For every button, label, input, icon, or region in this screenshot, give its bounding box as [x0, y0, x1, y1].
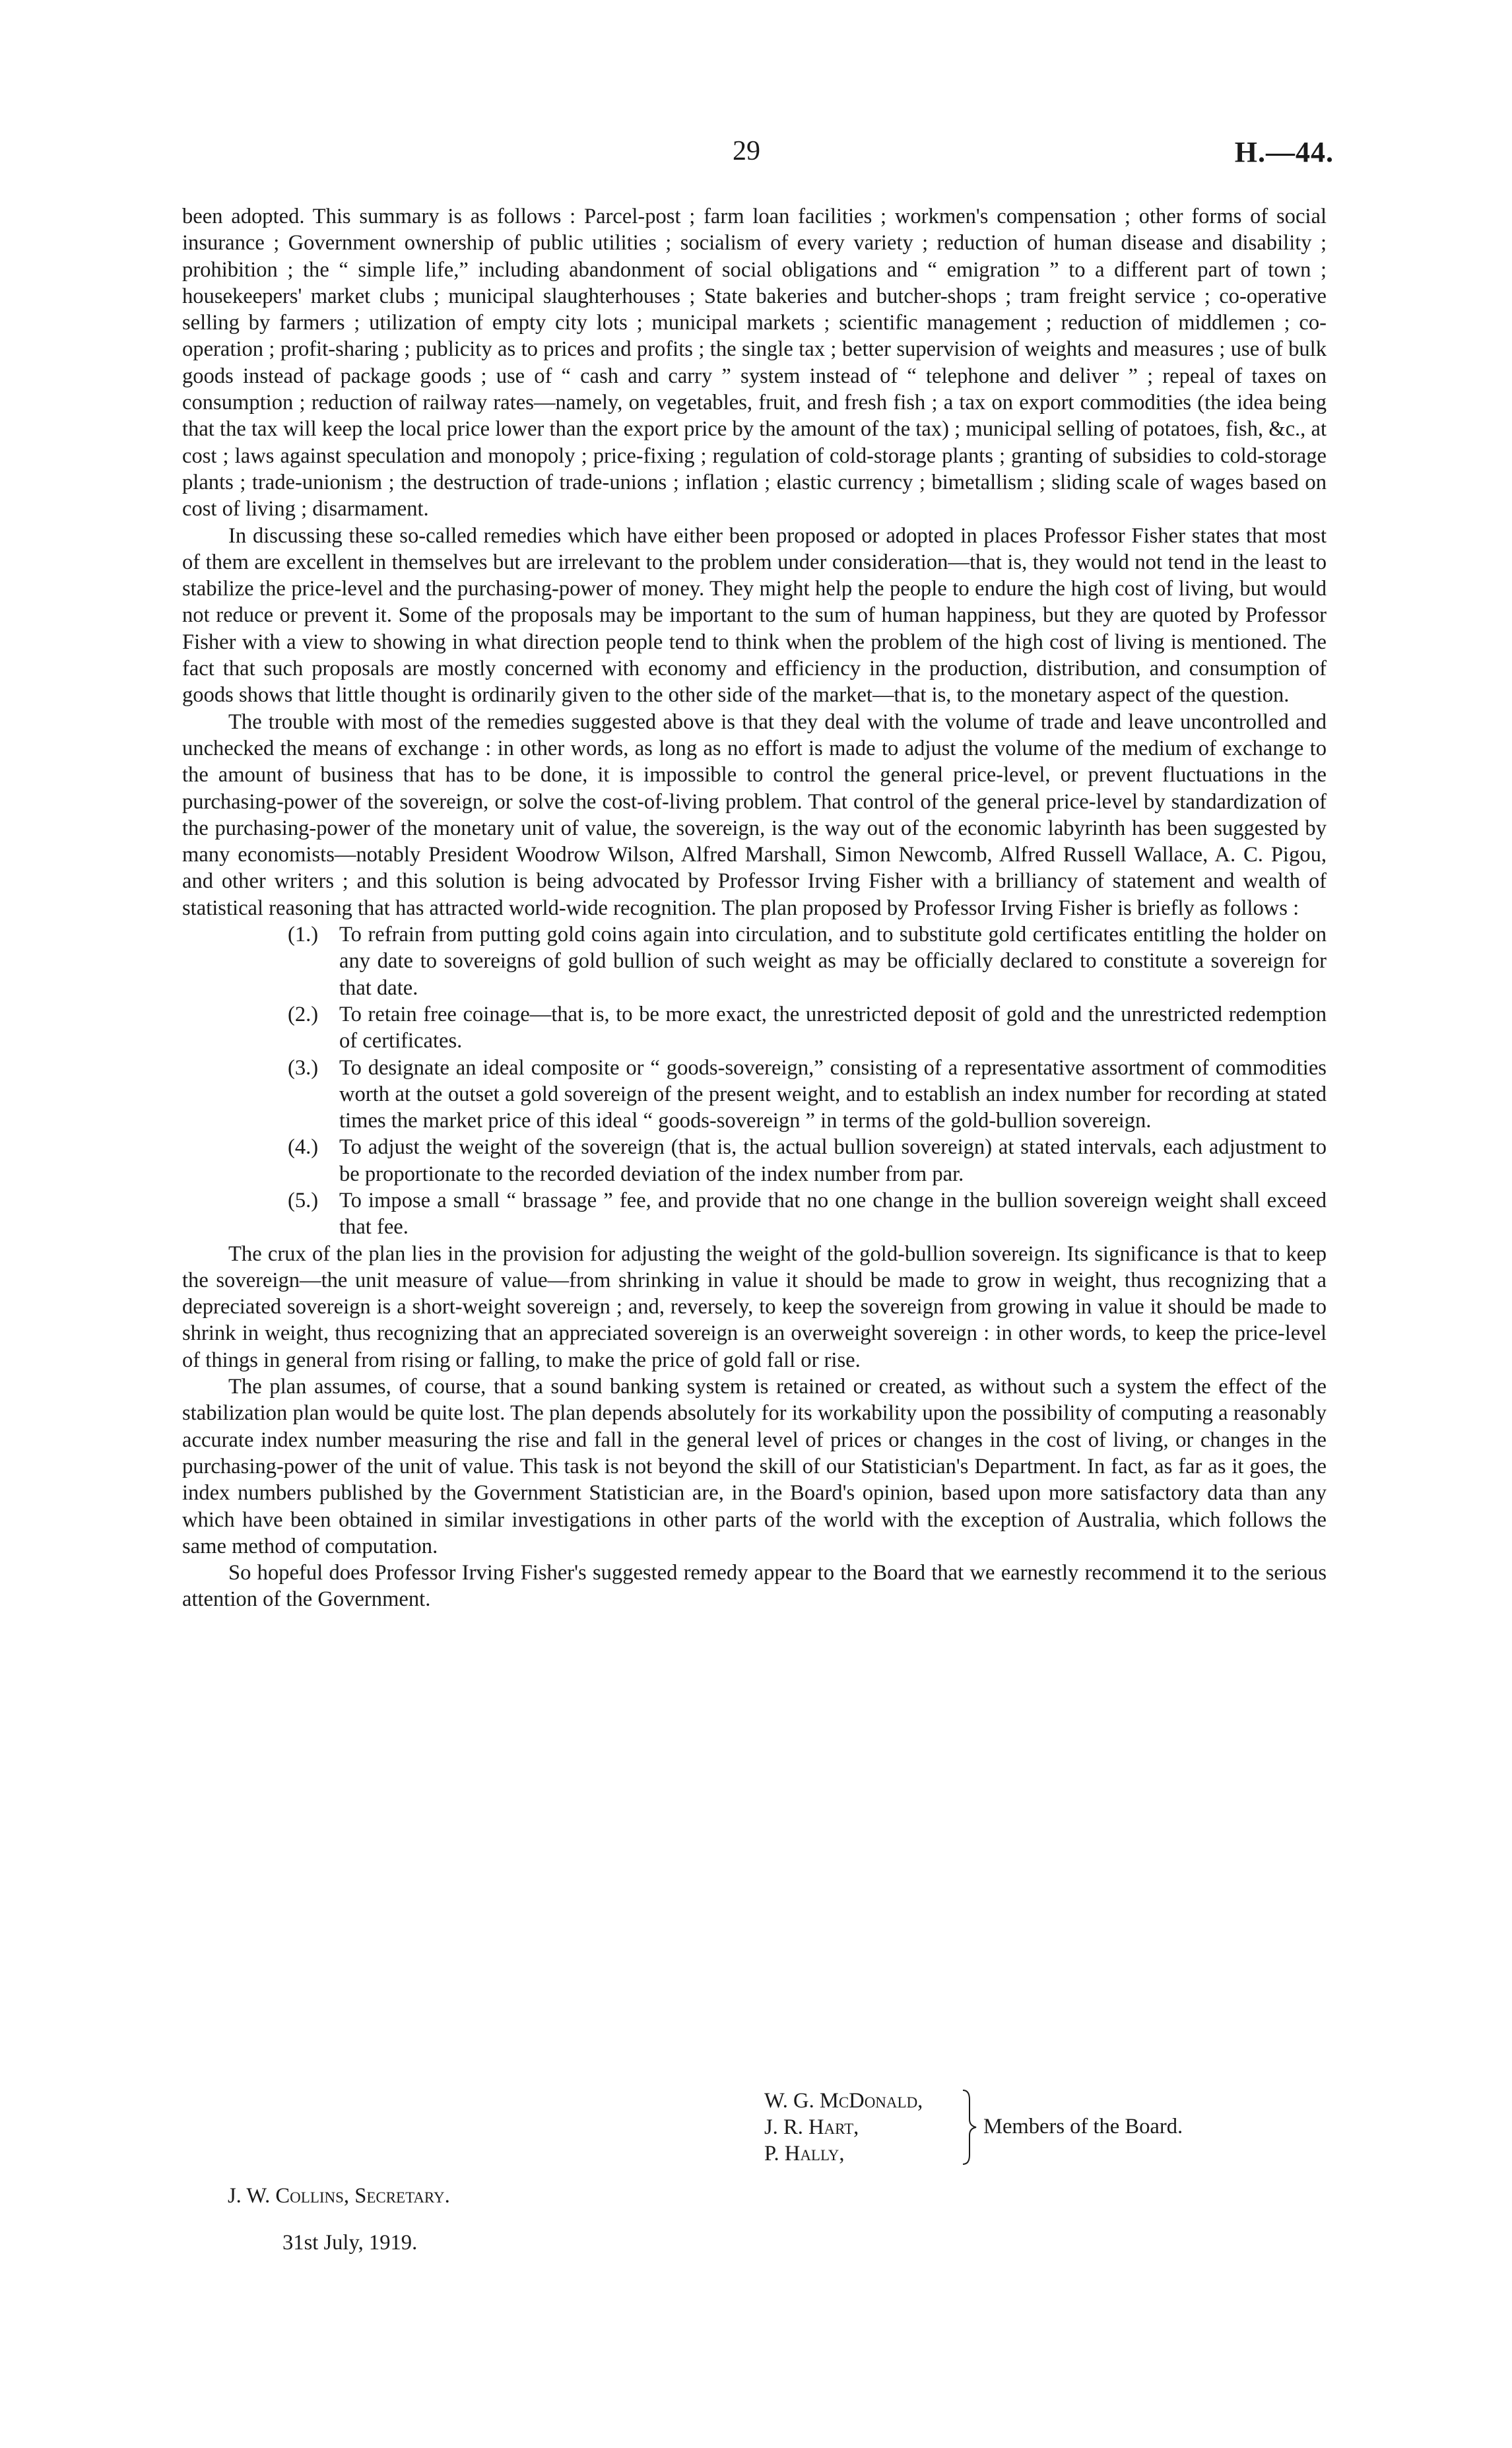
board-signatures — [764, 2088, 923, 2167]
plan-item — [288, 1134, 1327, 1187]
signatory-name: J. R. Hart, — [764, 2115, 859, 2139]
plan-item-number: (2.) — [288, 1002, 319, 1026]
members-label: Members of the Board. — [983, 2115, 1183, 2138]
secretary-line: J. W. Collins, Secretary. — [228, 2184, 450, 2208]
plan-item-text: To retain free coinage—that is, to be more exact, the unrestricted deposit of gold and the unrestricted redemption of certificates. — [339, 1002, 1327, 1053]
plan-item — [288, 1055, 1327, 1135]
fisher-discussion-paragraph: In discussing these so-called remedies which have either been proposed or adopted in places Professor Fisher states that most of them are excellent in themselves but are irrelevant to the problem under consideration—that is, they would not tend in the least to stabilize the price-level and the purchasing-power of money. They might help the people to endure the high cost of living, but would not reduce or prevent it. Some of the proposals may be important to the sum of human happiness, but they are quoted by Professor Fisher with a view to showing in what direction people tend to think when the problem of the high cost of living is mentioned. The fact that such proposals are mostly concerned with economy and efficiency in the production, distribution, and consumption of goods shows that little thought is ordinarily given to the other side of the market—that is, to the monetary aspect of the question. — [182, 523, 1327, 708]
recommendation-paragraph: So hopeful does Professor Irving Fisher's suggested remedy appear to the Board that we earnestly recommend it to the serious attention of the Government. — [182, 1561, 1327, 1612]
plan-item-number: (3.) — [288, 1055, 319, 1080]
plan-crux-paragraph: The crux of the plan lies in the provision for adjusting the weight of the gold-bullion sovereign. Its significance is that to keep the sovereign—the unit measure of value—from shrinking in value it should be made to grow in weight, thus recognizing that a depreciated sovereign is a short-weight sovereign ; and, reversely, to keep the sovereign from growing in value it should be made to shrink in weight, thus recognizing that an appreciated sovereign is an overweight sovereign : in other words, to keep the price-level of things in general from rising or falling, to make the price of gold fall or rise. — [182, 1241, 1327, 1372]
plan-item-number: (4.) — [288, 1135, 319, 1160]
document-reference: H.—44. — [1234, 136, 1334, 168]
report-body — [182, 203, 1327, 1613]
signature-brace — [960, 2088, 979, 2167]
plan-item — [288, 1187, 1327, 1241]
plan-item-number: (5.) — [288, 1188, 319, 1212]
plan-item-text: To adjust the weight of the sovereign (that is, the actual bullion sovereign) at stated intervals, each adjustment to be proportionate to the recorded deviation of the index number from par. — [339, 1135, 1327, 1186]
plan-item-text: To refrain from putting gold coins again into circulation, and to substitute gold certificates entitling the holder on any date to sovereigns of gold bullion of such weight as may be officially declared to constitute a sovereign for that date. — [339, 923, 1327, 1000]
signatory-name: P. Hally, — [764, 2142, 845, 2166]
exchange-trouble-paragraph: The trouble with most of the remedies suggested above is that they deal with the volume of trade and leave uncontrolled and unchecked the means of exchange : in other words, as long as no effort is made to adjust the volume of the medium of exchange to the amount of business that has to be done, it is impossible to control the general price-level, or prevent fluctuations in the purchasing-power of the sovereign, or solve the cost-of-living problem. That control of the general price-level by standardization of the purchasing-power of the monetary unit of value, the sovereign, is the way out of the economic labyrinth has been suggested by many economists—notably President Woodrow Wilson, Alfred Marshall, Simon Newcomb, Alfred Russell Wallace, A. C. Pigou, and other writers ; and this solution is being advocated by Professor Irving Fisher with a brilliancy of statement and wealth of statistical reasoning that has attracted world-wide recognition. The plan proposed by Professor Irving Fisher is briefly as follows : — [182, 710, 1327, 920]
report-date: 31st July, 1919. — [282, 2231, 418, 2255]
plan-item — [288, 1001, 1327, 1055]
banking-assumption-paragraph: The plan assumes, of course, that a sound banking system is retained or created, as without such a system the effect of the stabilization plan would be quite lost. The plan depends absolutely for its workability upon the possibility of computing a reasonably accurate index number measuring the rise and fall in the general level of prices or changes in the cost of living, or changes in the purchasing-power of the unit of value. This task is not beyond the skill of our Statistician's Department. In fact, as far as it goes, the index numbers published by the Government Statistician are, in the Board's opinion, based upon more satisfactory data than any which have been obtained in similar investigations in other parts of the world with the exception of Australia, which follows the same method of computation. — [182, 1375, 1327, 1558]
plan-item — [288, 921, 1327, 1001]
plan-item-number: (1.) — [288, 923, 319, 947]
remedies-summary-paragraph: been adopted. This summary is as follows : Parcel-post ; farm loan facilities ; workmen's compensation ; other forms of social insurance ; Government ownership of public utilities ; socialism of every variety ; reduction of human disease and disability ; prohibition ; the “ simple life,” including abandonment of social obligations and “ emigration ” to a different part of town ; housekeepers' market clubs ; municipal slaughterhouses ; State bakeries and butcher-shops ; tram freight service ; co-operative selling by farmers ; utilization of empty city lots ; municipal markets ; scientific management ; reduction of middlemen ; co-operation ; profit-sharing ; publicity as to prices and profits ; the single tax ; better supervision of weights and measures ; use of bulk goods instead of package goods ; use of “ cash and carry ” system instead of “ telephone and deliver ” ; repeal of taxes on consumption ; reduction of railway rates—namely, on vegetables, fruit, and fresh fish ; a tax on export commodities (the idea being that the tax will keep the local price lower than the export price by the amount of the tax) ; municipal selling of potatoes, fish, &c., at cost ; laws against speculation and monopoly ; price-fixing ; regulation of cold-storage plants ; granting of subsidies to cold-storage plants ; trade-unionism ; the destruction of trade-unions ; inflation ; elastic currency ; bimetallism ; sliding scale of wages based on cost of living ; disarmament. — [182, 205, 1327, 521]
signatory-name: W. G. McDonald, — [764, 2089, 923, 2113]
plan-item-text: To designate an ideal composite or “ goods-sovereign,” consisting of a representative assortment of commodities worth at the outset a gold sovereign of the present weight, and to establish an index number for recording at stated times the market price of this ideal “ goods-sovereign ” in terms of the gold-bullion sovereign. — [339, 1055, 1327, 1133]
page-header — [0, 135, 1512, 182]
fisher-plan-list — [182, 921, 1327, 1241]
page-number: 29 — [733, 136, 760, 166]
plan-item-text: To impose a small “ brassage ” fee, and provide that no one change in the bullion sovereign weight shall exceed that fee. — [339, 1188, 1327, 1240]
